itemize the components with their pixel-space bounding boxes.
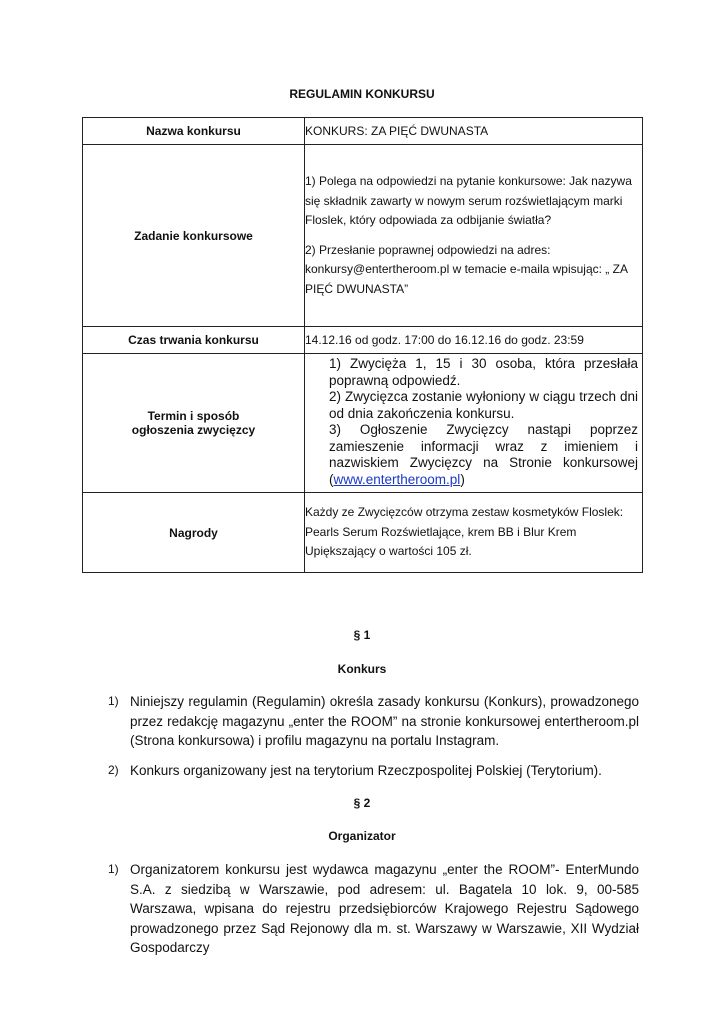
winner-rules: [305, 354, 642, 492]
list-item-text: Organizatorem konkursu jest wydawca magazynu „enter the ROOM”- EnterMundo S.A. z siedzibą w Warszawie, pod adresem: ul. Bagatela 10 lok. 9, 00-585 Warszawa, wpisana do rejestru przedsiębiorców Krajowego Rejestru Sądowego prowadzonego przez Sąd Rejonowy dla m. st. Warszawy w Warszawie, XII Wydział Gospodarczy: [130, 862, 639, 955]
winner-label-line-2: ogłoszenia zwycięzcy: [131, 423, 256, 437]
list-item: [108, 860, 639, 958]
value-contest-name: KONKURS: ZA PIĘĆ DWUNASTA: [305, 118, 643, 145]
list-item: [108, 761, 639, 781]
list-item: [108, 692, 639, 751]
winner-rule-3-end: ): [460, 471, 465, 487]
label-contest-task: Zadanie konkursowe: [83, 145, 305, 327]
list-item-number: 1): [108, 694, 119, 708]
section-1-number: § 1: [353, 628, 371, 642]
table-row: [83, 354, 643, 493]
section-1-heading: Konkurs: [337, 662, 387, 676]
list-item-number: 2): [108, 763, 119, 777]
value-contest-task: [305, 145, 643, 327]
table-row: [83, 118, 643, 145]
list-item-number: 1): [108, 862, 119, 876]
winner-rule-3: [329, 422, 638, 488]
contest-info-table: [82, 117, 643, 573]
value-contest-duration: 14.12.16 od godz. 17:00 do 16.12.16 do godz. 23:59: [305, 327, 643, 354]
section-2-heading: Organizator: [328, 829, 396, 843]
table-row: [83, 145, 643, 327]
winner-rule-2: 2) Zwycięzca zostanie wyłoniony w ciągu trzech dni od dnia zakończenia konkursu.: [329, 389, 638, 421]
contest-site-link[interactable]: www.entertheroom.pl: [333, 471, 461, 487]
document-title: REGULAMIN KONKURSU: [289, 87, 435, 101]
table-row: [83, 493, 643, 573]
list-item-text: Konkurs organizowany jest na terytorium Rzeczpospolitej Polskiej (Terytorium).: [130, 763, 602, 778]
task-step-1: 1) Polega na odpowiedzi na pytanie konkursowe: Jak nazywa się składnik zawarty w nowym serum rozświetlającym marki Floslek, który odpowiada za odbijanie światła?: [305, 174, 632, 227]
list-item-text: Niniejszy regulamin (Regulamin) określa zasady konkursu (Konkurs), prowadzonego przez redakcję magazynu „enter the ROOM” na stronie konkursowej entertheroom.pl (Strona konkursowa) i profilu magazynu na portalu Instagram.: [130, 694, 639, 748]
winner-label-line-1: Termin i sposób: [147, 409, 240, 423]
table-row: [83, 327, 643, 354]
winner-rule-1: 1) Zwycięża 1, 15 i 30 osoba, która przesłała poprawną odpowiedź.: [329, 356, 638, 388]
task-step-2: 2) Przesłanie poprawnej odpowiedzi na adres: konkursy@entertheroom.pl w temacie e-maila wpisując: „ ZA PIĘĆ DWUNASTA”: [305, 242, 628, 296]
value-prizes: [305, 493, 643, 573]
label-winner-announcement: [83, 354, 305, 493]
value-winner-announcement: [305, 354, 643, 493]
prizes-text: Każdy ze Zwycięzców otrzyma zestaw kosmetyków Floslek: Pearls Serum Rozświetlające, krem BB i Blur Krem Upiększający o wartości 105 zł.: [305, 505, 624, 559]
label-contest-duration: Czas trwania konkursu: [83, 327, 305, 354]
winner-rule-3-text: 3) Ogłoszenie Zwycięzcy nastąpi poprzez zamieszenie informacji wraz z imieniem i nazwiskiem Zwycięzcy na Stronie konkursowej (: [329, 422, 638, 487]
label-contest-name: Nazwa konkursu: [83, 118, 305, 145]
label-prizes: Nagrody: [83, 493, 305, 573]
section-2-number: § 2: [353, 796, 371, 810]
